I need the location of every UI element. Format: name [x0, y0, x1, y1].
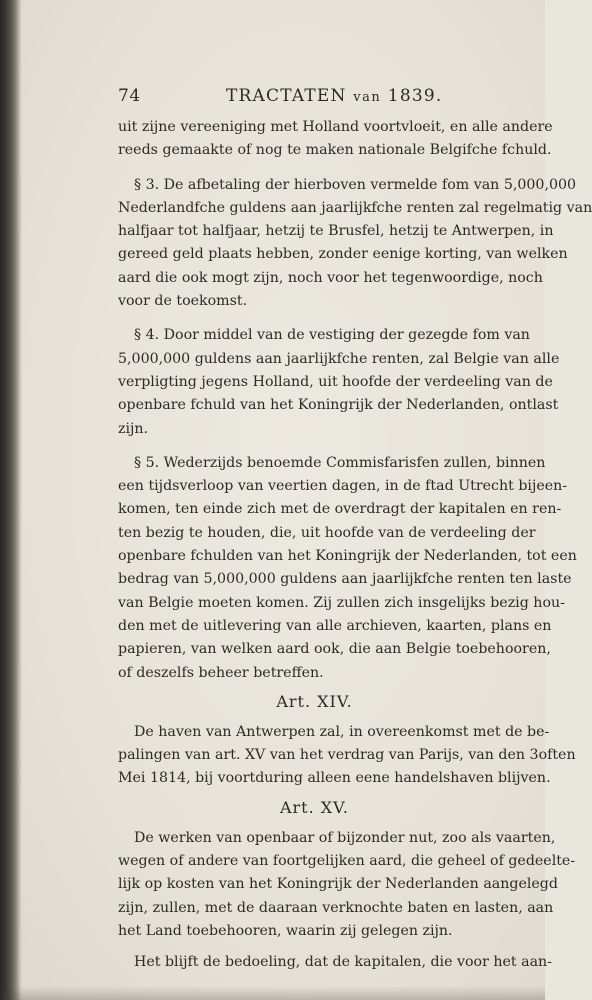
text-line: Nederlandfche guldens aan jaarlijkfche renten zal regelmatig van — [118, 199, 592, 216]
text-line: § 3. De afbetaling der hierboven vermelde fom van 5,000,000 — [134, 176, 577, 193]
text-line: zijn. — [118, 420, 149, 437]
paragraph-section-5 — [118, 452, 577, 685]
text-line: bedrag van 5,000,000 guldens aan jaarlijkfche renten ten laste — [118, 571, 572, 588]
text-line: voor de toekomst. — [118, 293, 248, 310]
text-line: papieren, van welken aard ook, die aan Belgie toebehooren, — [118, 641, 551, 658]
text-line: Het blijft de bedoeling, dat de kapitalen, die voor het aan- — [134, 954, 552, 971]
running-title — [226, 86, 442, 106]
text-line: wegen of andere van foortgelijken aard, die geheel of gedeelte- — [118, 853, 576, 870]
text-line: een tijdsverloop van veertien dagen, in de ftad Utrecht bijeen- — [118, 478, 568, 495]
paragraph-article-14 — [118, 721, 576, 791]
text-line: verpligting jegens Holland, uit hoofde der verdeeling van de — [118, 373, 553, 390]
body-text — [118, 116, 592, 975]
text-line: openbare fchuld van het Koningrijk der Nederlanden, ontlast — [118, 397, 559, 414]
running-title-main: TRACTATEN — [226, 86, 347, 106]
text-line: Mei 1814, bij voortduring alleen eene handelshaven blijven. — [118, 770, 551, 787]
text-line: palingen van art. XV van het verdrag van Parijs, van den 3often — [118, 747, 576, 764]
text-line: komen, ten einde zich met de overdragt der kapitalen en ren- — [118, 501, 562, 518]
running-head — [118, 86, 511, 114]
text-line: zijn, zullen, met de daaraan verknochte baten en lasten, aan — [118, 899, 554, 916]
text-line: halfjaar tot halfjaar, hetzij te Brusfel, hetzij te Antwerpen, in — [118, 223, 554, 240]
text-line: uit zijne vereeniging met Holland voortvloeit, en alle andere — [118, 119, 553, 135]
text-line: aard die ook mogt zijn, noch voor het tegenwoordige, noch — [118, 269, 543, 286]
page-number: 74 — [118, 86, 141, 106]
paragraph-continuation — [118, 116, 553, 163]
text-line: gereed geld plaats hebben, zonder eenige korting, van welken — [118, 246, 568, 263]
running-title-small: van — [353, 90, 382, 105]
text-line: den met de uitlevering van alle archieven, kaarten, plans en — [118, 617, 552, 634]
text-line: § 5. Wederzijds benoemde Commisfarisfen zullen, binnen — [134, 454, 546, 471]
text-line: openbare fchulden van het Koningrijk der Nederlanden, tot een — [118, 548, 577, 565]
article-title: Art. XV. — [279, 797, 350, 817]
text-line: het Land toebehooren, waarin zij gelegen zijn. — [118, 922, 453, 939]
article-title: Art. XIV. — [276, 691, 353, 711]
paragraph-section-3 — [118, 174, 592, 314]
text-line: De haven van Antwerpen zal, in overeenkomst met de be- — [134, 723, 550, 740]
text-line: ten bezig te houden, die, uit hoofde van de verdeeling der — [118, 524, 536, 541]
scan-bottom-edge — [0, 986, 545, 1000]
running-title-year: 1839. — [387, 86, 443, 106]
text-line: van Belgie moeten komen. Zij zullen zich insgelijks bezig hou- — [118, 594, 565, 611]
text-line: of deszelfs beheer betreffen. — [118, 664, 324, 681]
text-line: 5,000,000 guldens aan jaarlijkfche renten, zal Belgie van alle — [118, 350, 560, 367]
paragraph-section-4 — [118, 324, 560, 440]
paragraph-closing — [118, 951, 552, 974]
text-line: § 4. Door middel van de vestiging der gezegde fom van — [134, 327, 530, 344]
text-line: reeds gemaakte of nog te maken nationale Belgifche fchuld. — [118, 142, 552, 159]
text-line: De werken van openbaar of bijzonder nut, zoo als vaarten, — [134, 829, 556, 846]
paragraph-article-15 — [118, 827, 576, 943]
text-line: lijk op kosten van het Koningrijk der Nederlanden aangelegd — [118, 876, 558, 893]
